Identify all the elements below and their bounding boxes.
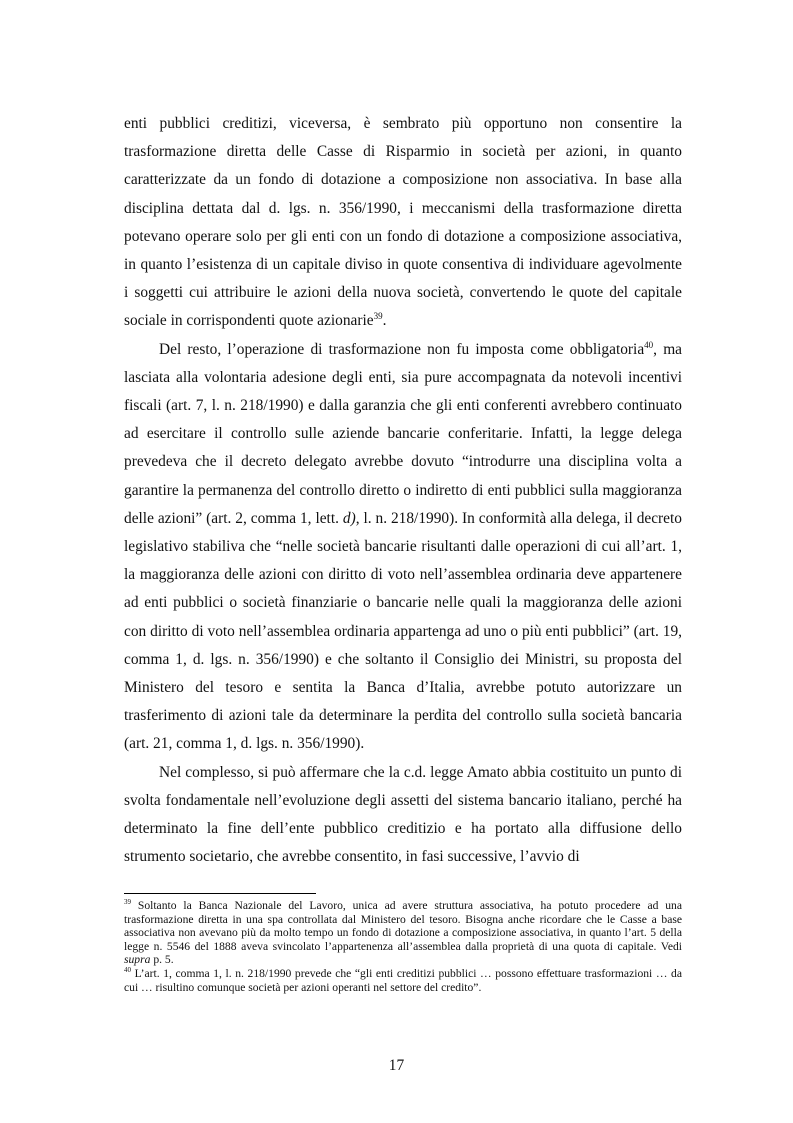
- paragraph: [124, 336, 682, 759]
- text-run: , l. n. 218/1990). In conformità alla delega, il decreto legislativo stabiliva che “nelle società bancarie risultanti dalle operazioni di cui all’art. 1, la maggioranza delle azioni con diritto di voto nell’assemblea ordinaria deve appartenere ad enti pubblici o società finanziarie o bancarie nelle quali la maggioranza delle azioni con diritto di voto nell’assemblea ordinaria appartenga ad uno o più enti pubblici” (art. 19, comma 1, d. lgs. n. 356/1990) e che soltanto il Consiglio dei Ministri, su proposta del Ministero del tesoro e sentita la Banca d’Italia, avrebbe potuto autorizzare un trasferimento di azioni tale da determinare la perdita del controllo sulla società bancaria (art. 21, comma 1, d. lgs. n. 356/1990).: [124, 509, 682, 753]
- text-run: Del resto, l’operazione di trasformazione non fu imposta come obbligatoria: [159, 340, 645, 358]
- footnote-ref: 39: [124, 898, 131, 906]
- text-run: p. 5.: [150, 953, 174, 967]
- paragraph: [124, 110, 682, 336]
- footnotes: [124, 899, 682, 994]
- paragraph: [124, 759, 682, 872]
- main-text: [124, 110, 682, 871]
- footnote-ref: 40: [644, 339, 654, 350]
- footnote-ref: 40: [124, 965, 131, 974]
- text-run: , ma lasciata alla volontaria adesione degli enti, sia pure accompagnata da notevoli incentivi fiscali (art. 7, l. n. 218/1990) e dalla garanzia che gli enti conferenti avrebbero continuato ad esercitare il controllo sulle aziende bancarie conferitarie. Infatti, la legge delega prevedeva che il decreto delegato avrebbe dovuto “introdurre una disciplina volta a garantire la permanenza del controllo diretto o indiretto di enti pubblici sulla maggioranza delle azioni” (art. 2, comma 1, lett.: [124, 340, 682, 527]
- text-run: L’art. 1, comma 1, l. n. 218/1990 prevede che “gli enti creditizi pubblici … possono effettuare trasformazioni … da cui … risultino comunque società per azioni operanti nel settore del credito”.: [124, 966, 682, 994]
- footnote-ref: 39: [373, 311, 383, 322]
- italic-text: supra: [124, 953, 151, 967]
- footnote-separator: [124, 893, 316, 894]
- footnote: [124, 899, 682, 967]
- text-run: Soltanto la Banca Nazionale del Lavoro, unica ad avere struttura associativa, ha potuto procedere ad una trasformazione diretta in una spa controllata dal Ministero del tesoro. Bisogna anche ricordare che le Casse a base associativa non avevano più da molto tempo un fondo di dotazione a composizione associativa, in quanto l’art. 5 della legge n. 5546 del 1888 aveva svincolato l’appartenenza all’assemblea dalla proprietà di una quota di capitale. Vedi: [124, 899, 682, 953]
- text-run: .: [382, 312, 387, 330]
- text-run: Nel complesso, si può affermare che la c.d. legge Amato abbia costituito un punto di svolta fondamentale nell’evoluzione degli assetti del sistema bancario italiano, perché ha determinato la fine dell’ente pubblico creditizio e ha portato alla diffusione dello strumento societario, che avrebbe consentito, in fasi successive, l’avvio di: [124, 763, 682, 866]
- page-number: 17: [388, 1057, 405, 1074]
- footnote: [124, 967, 682, 994]
- text-run: enti pubblici creditizi, viceversa, è sembrato più opportuno non consentire la trasformazione diretta delle Casse di Risparmio in società per azioni, in quanto caratterizzate da un fondo di dotazione a composizione non associativa. In base alla disciplina dettata dal d. lgs. n. 356/1990, i meccanismi della trasformazione diretta potevano operare solo per gli enti con un fondo di dotazione a composizione associativa, in quanto l’esistenza di un capitale diviso in quote consentiva di individuare agevolmente i soggetti cui attribuire le azioni della nuova società, convertendo le quote del capitale sociale in corrispondenti quote azionarie: [124, 115, 682, 330]
- italic-text: d): [342, 509, 356, 527]
